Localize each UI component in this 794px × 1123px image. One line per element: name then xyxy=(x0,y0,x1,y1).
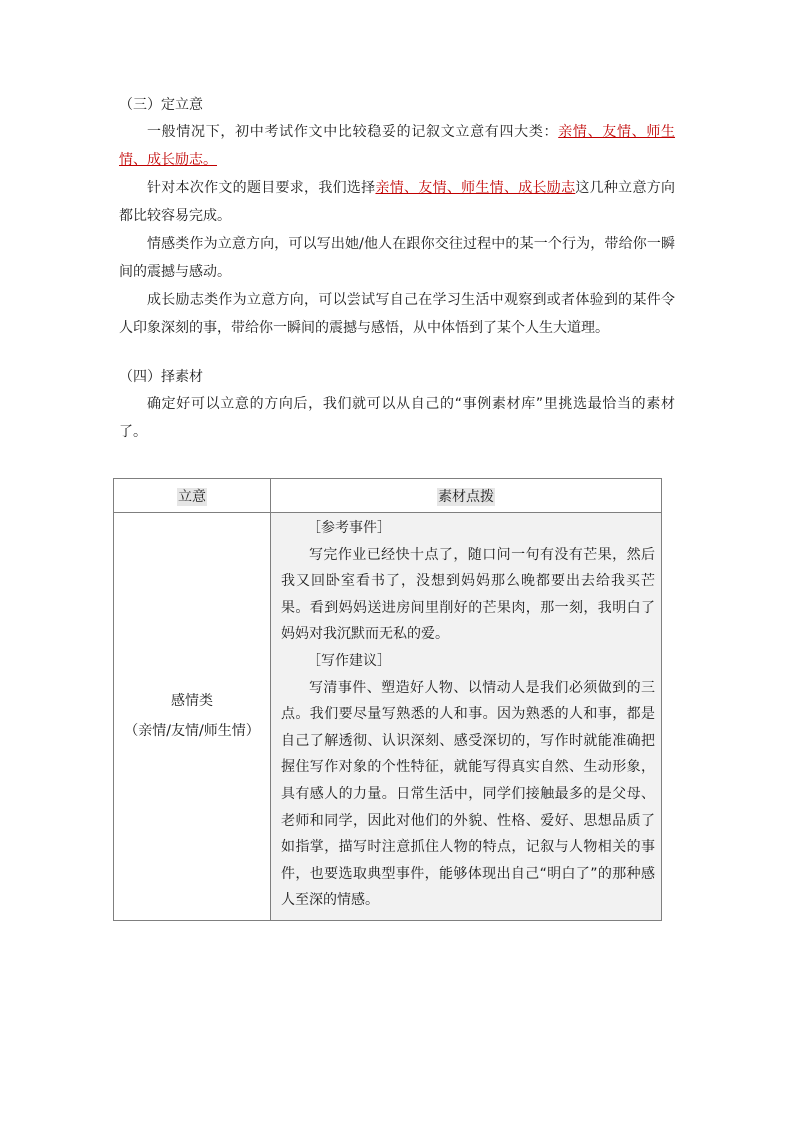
reference-event-tag: ［参考事件］ xyxy=(307,520,391,536)
table-header-material: 素材点拨 xyxy=(271,479,662,513)
paragraph-text: 这几种立意方向都比较容易完成。 xyxy=(119,180,676,224)
section-heading-4: （四）择素材 xyxy=(119,369,203,385)
paragraph-text: 针对本次作文的题目要求，我们选择 xyxy=(147,180,376,196)
highlight-categories: 亲情、友情、师生情、成长励志。 xyxy=(119,124,676,168)
paragraph-text: 一般情况下，初中考试作文中比较稳妥的记叙文立意有四大类： xyxy=(147,124,559,140)
document-body xyxy=(119,92,675,446)
category-subtitle: （亲情/友情/师生情） xyxy=(124,723,260,740)
category-label: 感情类 xyxy=(171,693,213,710)
paragraph-material: 确定好可以立意的方向后，我们就可以从自己的“事例素材库”里挑选最恰当的素材了。 xyxy=(119,396,675,440)
reference-event-text: 写完作业已经快十点了，随口问一句有没有芒果，然后我又回卧室看书了，没想到妈妈那么晚都要出去给我买芒果。看到妈妈送进房间里削好的芒果肉，那一刻，我明白了妈妈对我沉默而无私的爱。 xyxy=(281,546,655,643)
section-heading-3: （三）定立意 xyxy=(119,97,203,113)
writing-advice-tag: ［写作建议］ xyxy=(307,652,391,669)
highlight-choice: 亲情、友情、师生情、成长励志 xyxy=(375,180,576,196)
writing-advice-text: 写清事件、塑造好人物、以情动人是我们必须做到的三点。我们要尽量写熟悉的人和事。因为熟悉的人和事，都是自己了解透彻、认识深刻、感受深切的，写作时就能准确把握住写作对象的个性特征，就能写得真实自然、生动形象，具有感人的力量。日常生活中，同学们接触最多的是父母、老师和同学，因此对他们的外貌、性格、爱好、思想品质了如指掌，描写时注意抓住人物的特点，记叙与人物相关的事件，也要选取典型事件，能够体现出自己“明白了”的那种感人至深的情感。 xyxy=(281,679,655,909)
material-table xyxy=(113,478,662,921)
paragraph-categories xyxy=(119,118,675,174)
paragraph-choice xyxy=(119,174,675,230)
table-header-theme: 立意 xyxy=(114,479,271,513)
table-category-cell xyxy=(114,513,271,921)
table-content-cell xyxy=(271,513,662,921)
paragraph-emotion: 情感类作为立意方向，可以写出她/他人在跟你交往过程中的某一个行为，带给你一瞬间的震撼与感动。 xyxy=(119,236,675,280)
paragraph-growth: 成长励志类作为立意方向，可以尝试写自己在学习生活中观察到或者体验到的某件令人印象深刻的事，带给你一瞬间的震撼与感悟，从中体悟到了某个人生大道理。 xyxy=(119,292,675,336)
